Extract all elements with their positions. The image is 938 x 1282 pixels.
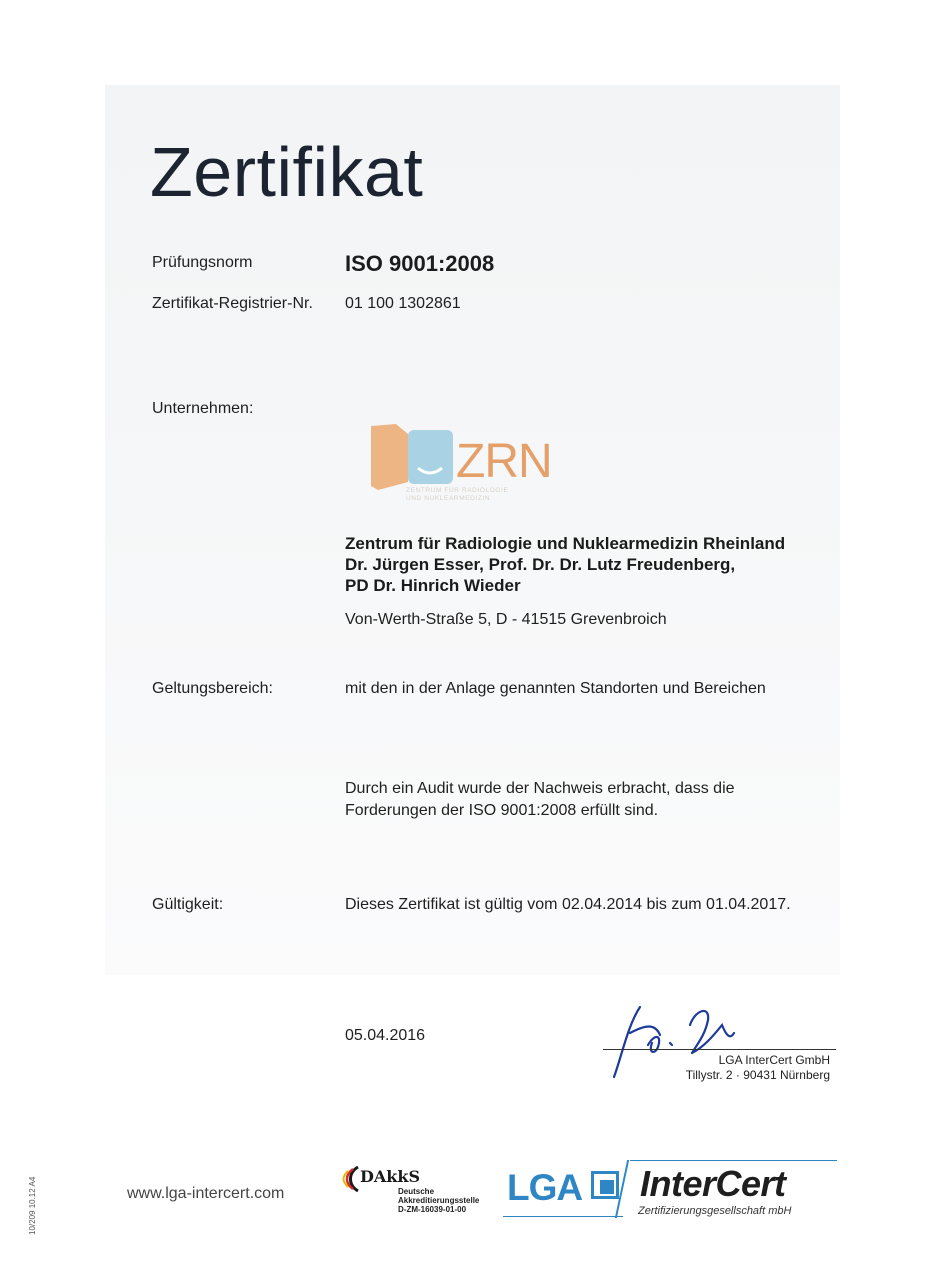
audit-statement: Durch ein Audit wurde der Nachweis erbracht, dass die Forderungen der ISO 9001:2008 erfüllt sind. — [345, 780, 735, 819]
certificate-title: Zertifikat — [150, 133, 424, 211]
background-watermark — [105, 85, 840, 975]
dakks-subtitle: Deutsche Akkreditierungsstelle D-ZM-16039-01-00 — [398, 1187, 480, 1214]
norm-value: ISO 9001:2008 — [345, 251, 495, 276]
issue-date: 05.04.2016 — [345, 1027, 426, 1044]
company-label: Unternehmen: — [152, 400, 254, 417]
lga-logo-text: LGA — [507, 1167, 583, 1208]
signatory-block: LGA InterCert GmbH Tillystr. 2 · 90431 Nürnberg — [685, 1053, 830, 1082]
lga-box-icon — [591, 1171, 619, 1199]
footer-url: www.lga-intercert.com — [127, 1185, 285, 1202]
intercert-logo-text: InterCert — [640, 1163, 786, 1204]
company-address: Von-Werth-Straße 5, D - 41515 Grevenbroich — [345, 611, 667, 628]
company-name: Zentrum für Radiologie und Nuklearmedizin Rheinland Dr. Jürgen Esser, Prof. Dr. Dr. Lutz Freudenberg, PD Dr. Hinrich Wieder — [345, 534, 786, 595]
intercert-top-rule — [630, 1160, 837, 1161]
document-code: 10/209 10.12 A4 — [28, 1176, 37, 1235]
registry-label: Zertifikat-Registrier-Nr. — [152, 295, 313, 312]
dakks-arc-icon — [340, 1163, 362, 1193]
validity-value: Dieses Zertifikat ist gültig vom 02.04.2014 bis zum 01.04.2017. — [345, 896, 791, 913]
zrn-logo-text: ZRN — [456, 435, 552, 488]
intercert-subtitle: Zertifizierungsgesellschaft mbH — [638, 1205, 792, 1217]
scope-label: Geltungsbereich: — [152, 680, 273, 697]
zrn-logo-subtitle: ZENTRUM FÜR RADIOLOGIE UND NUKLEARMEDIZIN — [406, 487, 509, 502]
signature-line — [603, 1049, 836, 1050]
registry-number: 01 100 1302861 — [345, 295, 461, 312]
scope-value: mit den in der Anlage genannten Standorten und Bereichen — [345, 680, 766, 697]
dakks-name: DAkkS — [360, 1167, 421, 1186]
validity-label: Gültigkeit: — [152, 896, 224, 913]
norm-label: Prüfungsnorm — [152, 254, 253, 271]
lga-bottom-rule — [503, 1216, 623, 1217]
